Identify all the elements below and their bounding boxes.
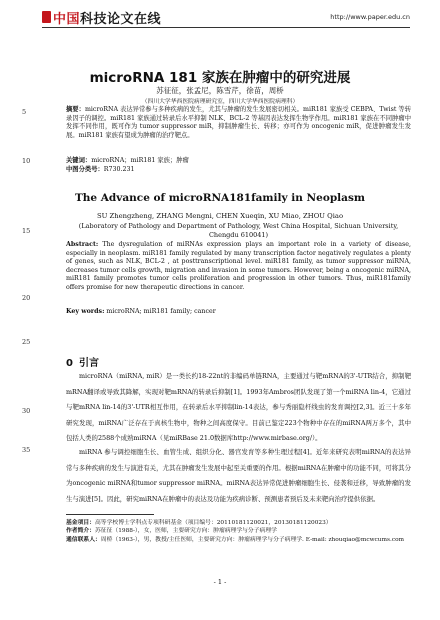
line-number-20: 20 <box>22 294 31 302</box>
keywords-en-text: microRNA; miR181 family; cancer <box>104 308 216 315</box>
header-divider <box>42 27 410 28</box>
footnote-contact <box>66 536 411 544</box>
affiliation-cn: （四川大学华西医院病理研究室，四川大学华西医院病理科） <box>141 99 299 105</box>
footnote-contact-text: 周桥（1963-），男，教授/主任医师，主要研究方向：肿瘤病理学与分子病理学. E-mail: zhouqiao@mcwcums.com <box>100 536 405 543</box>
keywords-cn <box>66 157 411 166</box>
line-number-5: 5 <box>22 108 27 116</box>
footnote-contact-label: 通信联系人： <box>66 536 101 543</box>
site-url-link[interactable]: http://www.paper.edu.cn <box>330 13 410 21</box>
keywords-en-label: Key words: <box>66 308 105 315</box>
affiliation-en: (Laboratory of Pathology and Department of Pathology, West China Hospital, Sichuan University, Chengdu 610041) <box>78 222 399 239</box>
footnote-author <box>66 527 411 535</box>
keywords-cn-label: 关键词： <box>66 157 92 164</box>
clc-number-cn <box>66 166 411 175</box>
paper-title-cn: microRNA 181 家族在肿瘤中的研究进展 <box>89 70 351 86</box>
paper-title-en: The Advance of microRNA181family in Neoplasm <box>74 192 365 204</box>
keywords-cn-text: microRNA；miR181 家族；肿瘤 <box>91 157 189 164</box>
logo-mark-icon <box>42 11 51 23</box>
footnote-funding-text: 高等学校博士学科点专项科研基金（项目编号：20110181120021，20130181120023） <box>95 520 332 526</box>
abstract-en-label: Abstract: <box>66 241 99 248</box>
abstract-en-text: The dysregulation of miRNAs expression plays an important role in a variety of disease, especially in neoplasm. miR181 family regulated by many transcription factor negatively regulates a plenty of genes, such as NLK, BCL-2 , at posttranscriptional level. miR181 family, as tumor suppressor miRNA, decreases tumor cells growth, migration and invasion in some tumors. However, being a oncogenic miRNA, miR181 family promotes tumor cells proliferation and progression in other tumors. Thus, miR181family offers promise for new therapeutic directions in cancer. <box>66 241 411 291</box>
abstract-cn-text: microRNA 表达异常参与多种疾病的发生，尤其与肿瘤的发生发展密切相关。miR181 家族受 CEBPA、Twist 等转录因子的调控。miR181 家族通过转录后水平抑制 NLK、BCL-2 等基因表达发挥生物学作用。miR181 家族在不同肿瘤中发挥不同作用，既可作为 tumor suppressor miR，抑制肿瘤生长、转移；亦可作为 oncogenic miR，促进肿瘤发生发展。miR181 家族有望成为肿瘤的治疗靶点。 <box>66 106 411 139</box>
section-heading-introduction <box>66 354 99 369</box>
abstract-cn <box>66 106 411 140</box>
abstract-en <box>66 241 411 293</box>
section-title: 引言 <box>78 358 99 369</box>
logo-text-china: 中国 <box>53 11 81 27</box>
intro-paragraph-1: microRNA（miRNA, miR）是一类长约18-22nt的非编码单链RNA，主要通过与靶mRNA的3'-UTR结合，抑制靶mRNA翻译或导致其降解，实现对靶mRNA的转录后抑制[1]。1993年Ambros团队发现了第一个miRNA lin-4，它通过与靶mRNA lin-14的3'-UTR相互作用，在转录后水平抑制lin-14表达，参与秀丽隐杆线虫的发育调控[2,3]。近三十多年研究发现，miRNA广泛存在于真核生物中，物种之间高度保守。目前已鉴定223个物种中存在的miRNA两万多个，其中包括人类的2588个成熟miRNA（见miRBase 21.0数据库http://www.mirbase.org/）。 <box>66 372 411 442</box>
section-number: 0 <box>66 358 73 369</box>
clc-cn-label: 中图分类号： <box>66 166 104 173</box>
site-logo[interactable] <box>42 8 161 26</box>
line-number-25: 25 <box>22 338 31 346</box>
footnote-author-label: 作者简介： <box>66 528 95 535</box>
line-number-15: 15 <box>22 227 31 235</box>
page-header <box>42 8 410 30</box>
footnote-divider <box>66 514 154 515</box>
footnotes <box>66 519 411 544</box>
page-number: - 1 - <box>213 578 227 586</box>
line-number-35: 35 <box>22 446 31 454</box>
logo-text-paper-online: 科技论文在线 <box>80 11 162 27</box>
footnote-funding <box>66 519 411 527</box>
authors-cn: 苏征征，张孟尼，陈雪芹，徐苗，周桥 <box>156 86 284 95</box>
clc-cn-text: R730.231 <box>103 166 135 173</box>
line-number-30: 30 <box>22 407 31 415</box>
abstract-cn-label: 摘要： <box>66 106 85 113</box>
footnote-author-text: 苏征征（1988-），女，医师，主要研究方向：肿瘤病理学与分子病理学 <box>95 528 277 535</box>
keywords-en <box>66 308 411 317</box>
intro-paragraph-2: miRNA 参与调控细胞生长、血管生成、组织分化、器官发育等多种生理过程[4]。近年来研究表明miRNA的表达异常与多种疾病的发生与演进有关，尤其在肿瘤发生发展中起至关重要的作用。根据miRNA在肿瘤中的功能不同，可将其分为oncogenic miRNA和tumor suppressor miRNA。miRNA表达异常促进肿瘤细胞生长、侵袭和迁移，导致肿瘤的发生与演进[5]。因此，研究miRNA在肿瘤中的表达及功能为疾病诊断、预测患者预后及未来靶向治疗提供依据。 <box>66 448 411 503</box>
authors-en: SU Zhengzheng, ZHANG Mengni, CHEN Xueqin, XU Miao, ZHOU Qiao <box>96 212 344 220</box>
footnote-funding-label: 基金项目： <box>66 520 95 526</box>
line-number-10: 10 <box>22 157 31 165</box>
